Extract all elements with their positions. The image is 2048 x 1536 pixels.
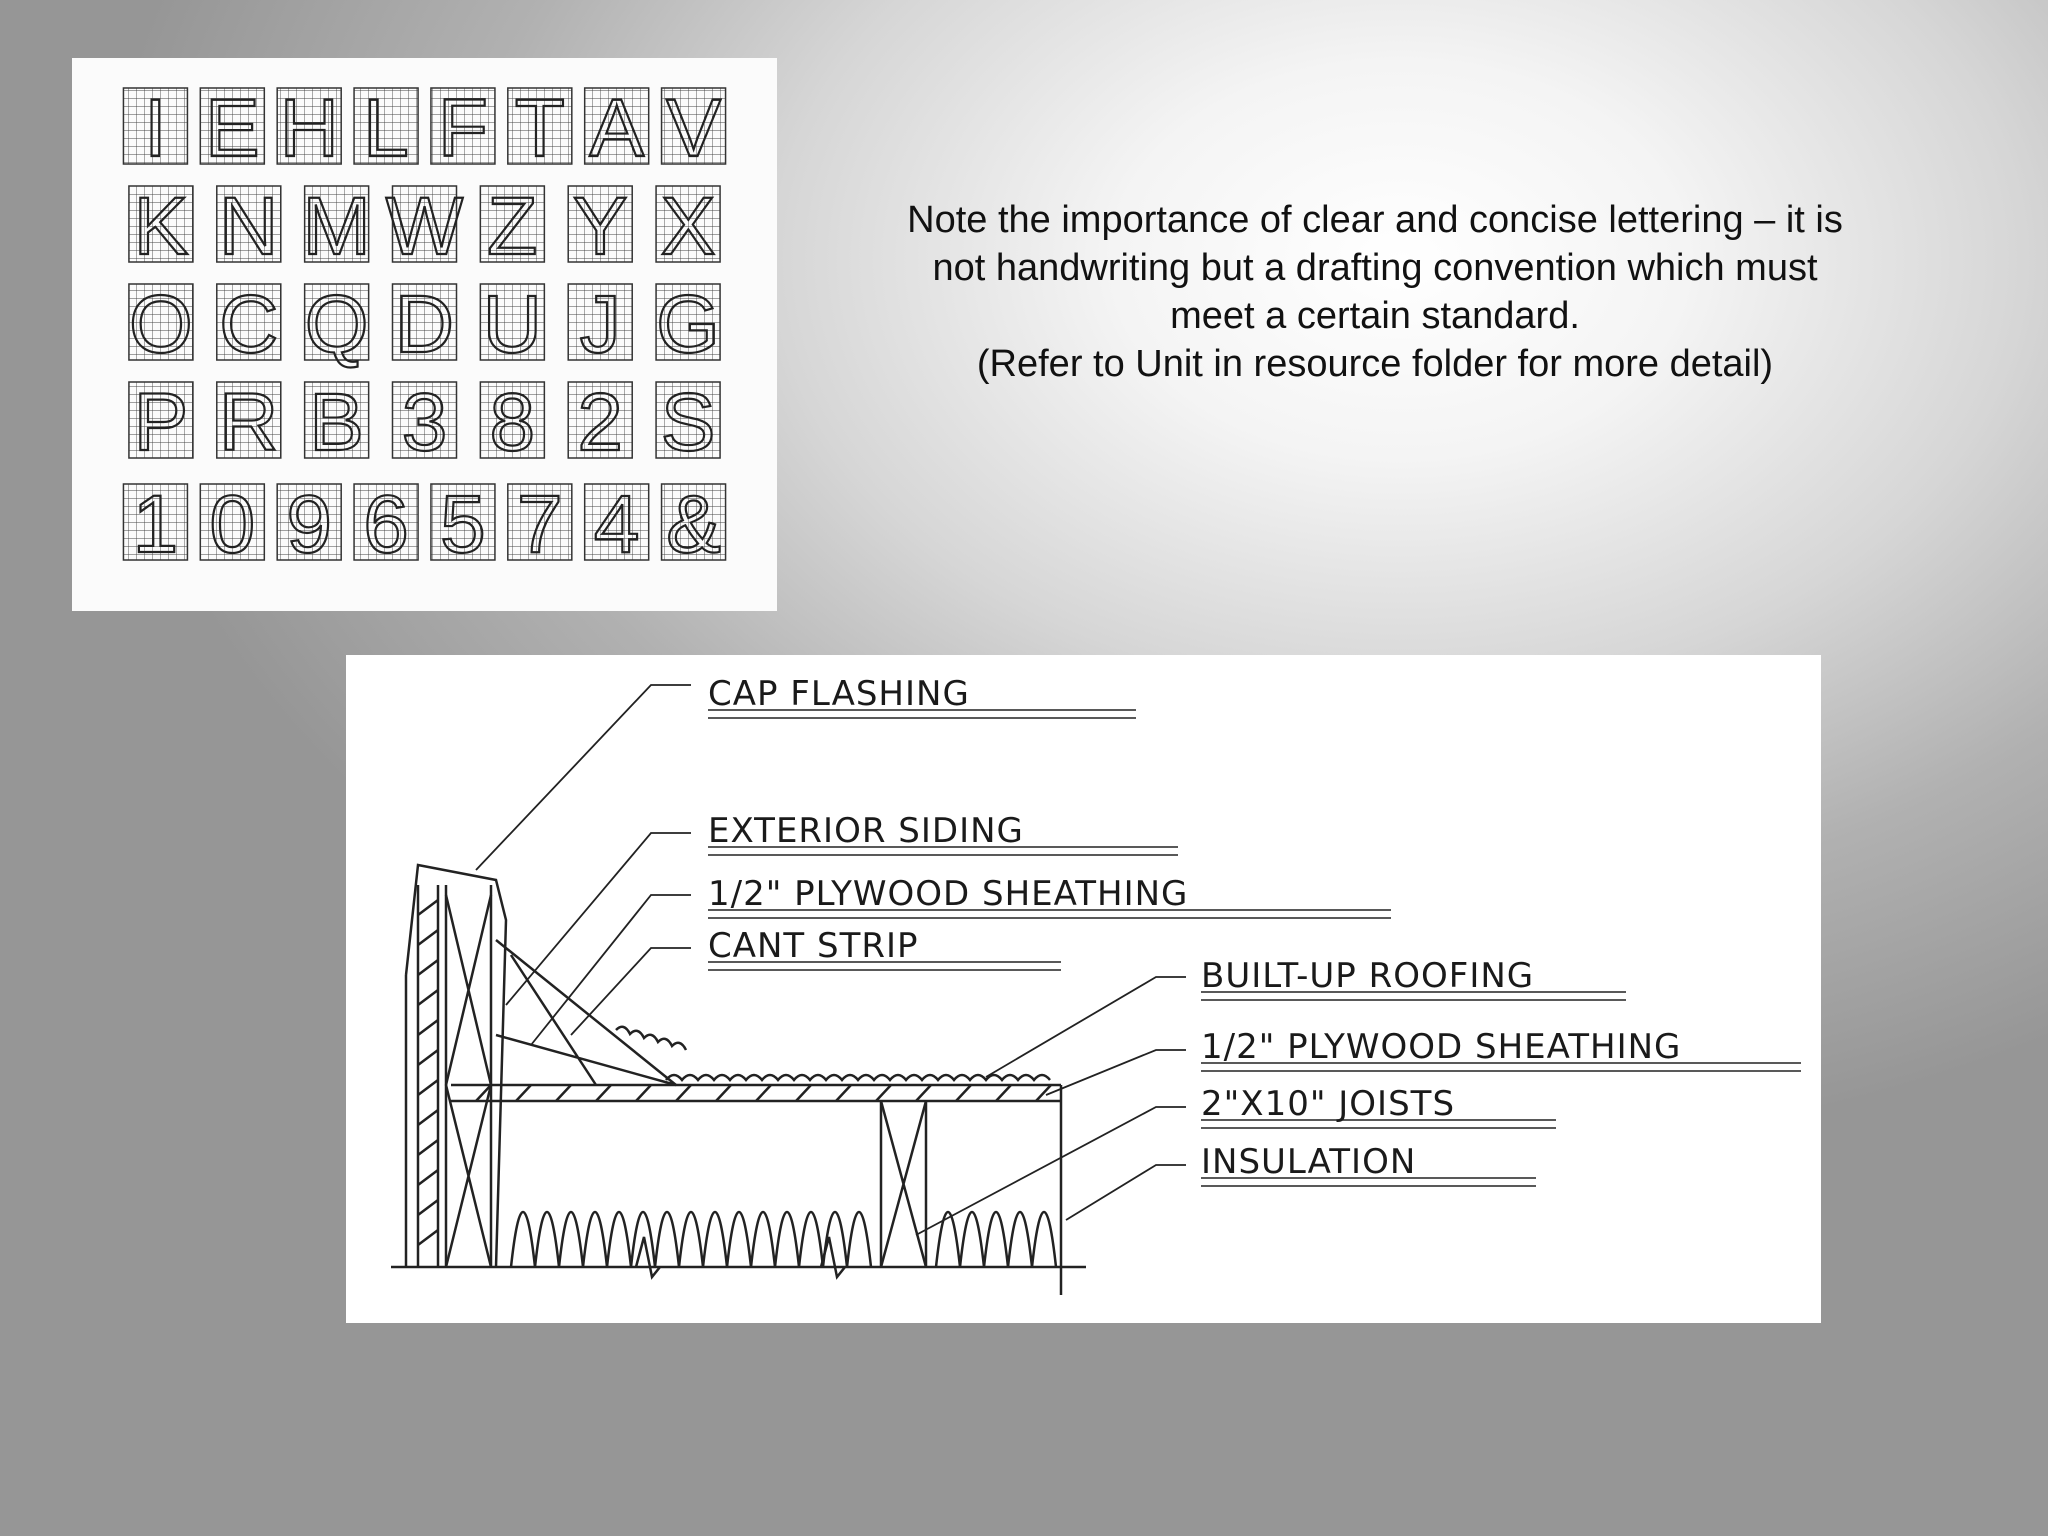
joist-section	[881, 1085, 1061, 1295]
lettering-glyph: 1	[132, 479, 179, 570]
lettering-glyph: A	[589, 83, 645, 174]
lettering-glyph: &	[666, 479, 721, 570]
lettering-glyph-cell	[129, 279, 193, 370]
lettering-glyph: M	[302, 181, 371, 272]
lettering-glyph: S	[660, 377, 716, 468]
lettering-glyph: 6	[363, 479, 409, 570]
built-up-roofing-layer	[666, 1075, 1050, 1080]
lettering-glyph-cell	[656, 377, 720, 468]
lettering-glyph: 5	[440, 479, 486, 570]
lettering-glyph-cell	[200, 479, 264, 570]
exterior-siding-hatch	[418, 885, 438, 1267]
lettering-glyph: Y	[572, 181, 628, 272]
lettering-glyph-cell	[277, 83, 341, 174]
lettering-glyph: 2	[577, 377, 624, 468]
lettering-glyph-cell	[129, 181, 193, 272]
roof-deck	[451, 1085, 1061, 1101]
lettering-glyph-cell	[568, 181, 632, 272]
lettering-glyph-cell	[480, 279, 544, 370]
callout-joists: 2"X10" JOISTS	[1201, 1084, 1456, 1124]
callout-plywood-roof-sheathing: 1/2" PLYWOOD SHEATHING	[1201, 1027, 1682, 1067]
note-line-4: (Refer to Unit in resource folder for more detail)	[976, 343, 1774, 385]
lettering-glyph-cell	[393, 279, 457, 370]
lettering-glyph-cell	[568, 377, 632, 468]
lettering-glyph-cell	[354, 479, 418, 570]
callout-exterior-siding: EXTERIOR SIDING	[708, 811, 1024, 851]
lettering-glyph: J	[579, 279, 621, 370]
lettering-glyph-cell	[568, 279, 632, 370]
lettering-glyph: Q	[304, 279, 369, 370]
lettering-glyph-grid	[123, 83, 725, 570]
lettering-glyph-cell	[662, 479, 726, 570]
lettering-glyph: B	[309, 377, 364, 468]
lettering-glyph-cell	[508, 83, 572, 174]
roof-detail-drawing	[346, 655, 1821, 1323]
lettering-glyph-cell	[656, 279, 720, 370]
lettering-glyph: Z	[487, 181, 538, 272]
lettering-glyph-cell	[354, 83, 418, 174]
lettering-glyph-cell	[386, 181, 464, 272]
lettering-glyph-cell	[393, 377, 457, 468]
callout-built-up-roofing: BUILT-UP ROOFING	[1201, 956, 1535, 996]
lettering-glyph-cell	[656, 181, 720, 272]
lettering-glyph-cell	[217, 377, 281, 468]
callout-cant-strip: CANT STRIP	[708, 926, 919, 966]
lettering-glyph: X	[660, 181, 716, 272]
lettering-glyph-cell	[431, 479, 495, 570]
lettering-glyph-cell	[508, 479, 572, 570]
lettering-chart-image	[72, 58, 777, 611]
lettering-glyph: C	[219, 279, 279, 370]
lettering-glyph-cell	[217, 181, 281, 272]
lettering-glyph-cell	[217, 279, 281, 370]
note-line-3: meet a certain standard.	[1170, 295, 1580, 337]
lettering-glyph: 4	[593, 479, 640, 570]
callout-cap-flashing: CAP FLASHING	[708, 674, 970, 714]
break-symbols	[636, 1237, 845, 1277]
lettering-glyph: O	[129, 279, 193, 370]
insulation-batts	[511, 1212, 1056, 1267]
lettering-glyph-cell	[129, 377, 193, 468]
lettering-glyph: T	[514, 83, 565, 174]
lettering-glyph: K	[133, 181, 189, 272]
lettering-glyph-cell	[200, 83, 264, 174]
lettering-note	[860, 196, 1890, 388]
lettering-glyph: I	[144, 83, 167, 174]
lettering-glyph: 7	[517, 479, 563, 570]
lettering-glyph: F	[437, 83, 488, 174]
note-line-1: Note the importance of clear and concise lettering – it is	[907, 199, 1843, 241]
lettering-glyph: P	[133, 377, 189, 468]
lettering-glyph: E	[204, 83, 260, 174]
lettering-glyph: R	[219, 377, 279, 468]
lettering-glyph: L	[363, 83, 409, 174]
lettering-glyph-cell	[431, 83, 495, 174]
lettering-glyph: N	[219, 181, 279, 272]
lettering-glyph-cell	[123, 479, 187, 570]
lettering-glyph: D	[394, 279, 455, 370]
callout-plywood-wall-sheathing: 1/2" PLYWOOD SHEATHING	[708, 874, 1189, 914]
lettering-glyph: G	[656, 279, 720, 370]
lettering-glyph: 0	[209, 479, 256, 570]
callout-insulation: INSULATION	[1201, 1142, 1417, 1182]
lettering-glyph-cell	[302, 181, 370, 272]
lettering-glyph-cell	[277, 479, 341, 570]
lettering-glyph-cell	[480, 181, 544, 272]
lettering-glyph-cell	[662, 83, 726, 174]
lettering-glyph-cell	[305, 377, 369, 468]
cant-strip-lines	[496, 940, 676, 1085]
lettering-glyph: U	[482, 279, 542, 370]
lettering-glyph-cell	[480, 377, 544, 468]
lettering-glyph: V	[666, 83, 721, 174]
lettering-glyph: W	[385, 181, 464, 272]
lettering-glyph-cell	[585, 83, 649, 174]
lettering-glyph-cell	[305, 279, 369, 370]
note-line-2: not handwriting but a drafting convention which must	[932, 247, 1818, 289]
wall-framing	[446, 885, 491, 1267]
lettering-glyph-cell	[585, 479, 649, 570]
lettering-glyph-cell	[123, 83, 187, 174]
lettering-glyph: 8	[489, 377, 536, 468]
lettering-glyph: 3	[401, 377, 448, 468]
lettering-glyph: 9	[286, 479, 332, 570]
lettering-glyph: H	[279, 83, 339, 174]
